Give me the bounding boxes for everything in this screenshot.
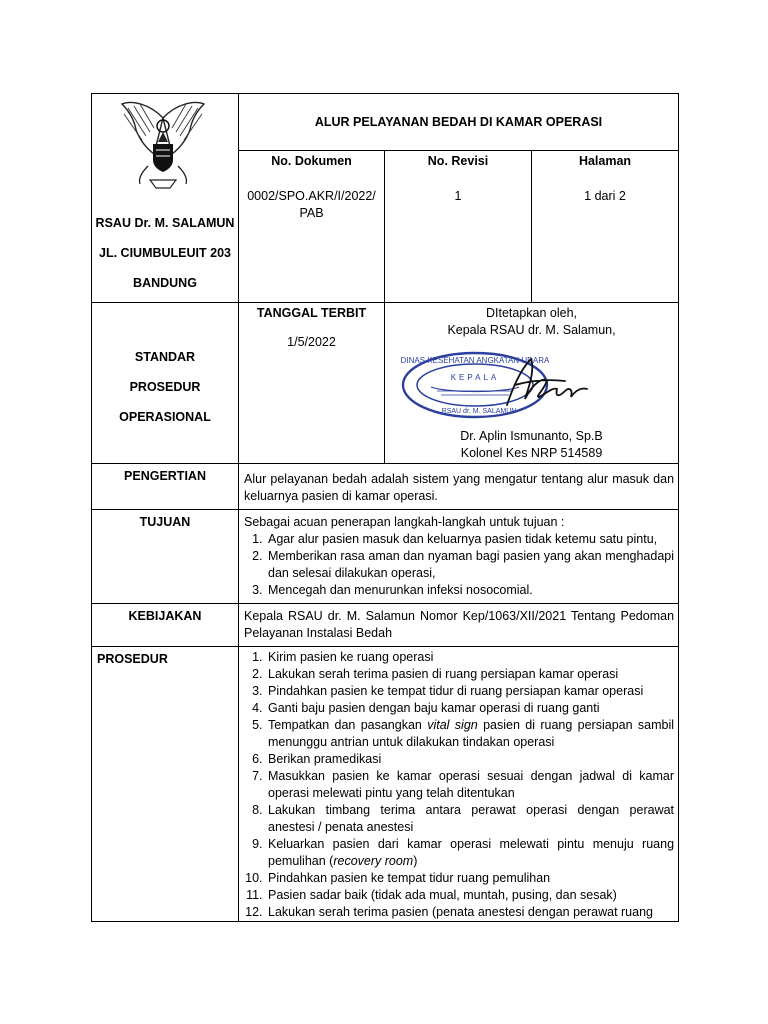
list-item: 12. Lakukan serah terima pasien (penata anestesi dengan perawat ruang: [266, 904, 674, 921]
list-item: 11. Pasien sadar baik (tidak ada mual, muntah, pusing, dan sesak): [266, 887, 674, 904]
official-stamp-signature-icon: [397, 347, 597, 425]
pengertian-label: PENGERTIAN: [92, 464, 239, 510]
tujuan-content: [239, 510, 679, 604]
sop-line-operasional: OPERASIONAL: [119, 410, 211, 424]
page-cell: [532, 151, 679, 303]
doc-number-label: No. Dokumen: [271, 154, 352, 168]
institution-cell: [92, 94, 239, 303]
prosedur-content: [239, 647, 679, 922]
sop-table: [91, 93, 679, 922]
pengertian-text: Alur pelayanan bedah adalah sistem yang mengatur tentang alur masuk dan keluarnya pasien di kamar operasi.: [239, 464, 679, 510]
sop-line-standar: STANDAR: [134, 350, 196, 364]
sop-line-prosedur: PROSEDUR: [129, 380, 201, 394]
list-item: 8. Lakukan timbang terima antara perawat operasi dengan perawat anestesi / penata anestesi: [266, 802, 674, 836]
institution-city: BANDUNG: [133, 276, 197, 290]
revision-cell: [385, 151, 532, 303]
item-text-rest: pasien di ruang persiapan sambil menunggu antrian untuk dilakukan tindakan operasi: [268, 718, 675, 749]
list-item: 7. Masukkan pasien ke kamar operasi sesuai dengan jadwal di kamar operasi melewati pintu yang telah ditentukan: [266, 768, 674, 802]
kebijakan-label: KEBIJAKAN: [92, 604, 239, 647]
signer-name: Dr. Aplin Ismunanto, Sp.B: [460, 429, 603, 443]
prosedur-label: PROSEDUR: [92, 647, 239, 922]
stamp-text-mid: KEPALA: [450, 373, 500, 382]
stamp-text-top: DINAS KESEHATAN ANGKATAN UDARA: [400, 356, 550, 365]
issue-date-value: 1/5/2022: [287, 335, 336, 349]
list-item: 4. Ganti baju pasien dengan baju kamar operasi di ruang ganti: [266, 700, 674, 717]
air-force-emblem-icon: [120, 96, 206, 192]
prosedur-list: [244, 649, 674, 921]
list-item: 3. Mencegah dan menurunkan infeksi nosocomial.: [266, 582, 674, 599]
sop-label-cell: [92, 303, 239, 464]
sop-document: [91, 93, 678, 922]
tujuan-label: TUJUAN: [92, 510, 239, 604]
document-title: ALUR PELAYANAN BEDAH DI KAMAR OPERASI: [239, 94, 679, 151]
revision-value: 1: [454, 189, 462, 203]
tujuan-list: [244, 531, 674, 599]
approval-cell: [385, 303, 679, 464]
page-label: Halaman: [578, 154, 632, 168]
signer-rank: Kolonel Kes NRP 514589: [460, 446, 603, 460]
item-italic: recovery room: [333, 854, 414, 868]
doc-number-value-line2: PAB: [299, 206, 324, 220]
stamp-text-bottom: RSAU dr. M. SALAMUN: [441, 408, 517, 415]
list-item: 1. Kirim pasien ke ruang operasi: [266, 649, 674, 666]
doc-number-cell: [239, 151, 385, 303]
list-item: 3. Pindahkan pasien ke tempat tidur di ruang persiapan kamar operasi: [266, 683, 674, 700]
doc-number-value-line1: 0002/SPO.AKR/I/2022/: [247, 189, 376, 203]
head-title: Kepala RSAU dr. M. Salamun,: [447, 323, 616, 337]
institution-name: RSAU Dr. M. SALAMUN: [95, 216, 235, 230]
item-italic: vital sign: [427, 718, 478, 732]
list-item: 10. Pindahkan pasien ke tempat tidur ruang pemulihan: [266, 870, 674, 887]
list-item: [266, 717, 674, 751]
tujuan-intro: Sebagai acuan penerapan langkah-langkah untuk tujuan :: [244, 515, 565, 529]
issue-date-cell: [239, 303, 385, 464]
kebijakan-text: Kepala RSAU dr. M. Salamun Nomor Kep/1063/XII/2021 Tentang Pedoman Pelayanan Instalasi Bedah: [239, 604, 679, 647]
list-item: 2. Lakukan serah terima pasien di ruang persiapan kamar operasi: [266, 666, 674, 683]
issue-date-label: TANGGAL TERBIT: [256, 306, 367, 320]
list-item: 6. Berikan pramedikasi: [266, 751, 674, 768]
established-by: DItetapkan oleh,: [485, 306, 578, 320]
list-item: 1. Agar alur pasien masuk dan keluarnya pasien tidak ketemu satu pintu,: [266, 531, 674, 548]
revision-label: No. Revisi: [427, 154, 489, 168]
item-text: Keluarkan pasien dari kamar operasi melewati pintu menuju ruang pemulihan (: [268, 837, 675, 868]
list-item: [266, 836, 674, 870]
page-value: 1 dari 2: [584, 189, 626, 203]
institution-address: JL. CIUMBULEUIT 203: [99, 246, 231, 260]
item-text-close: ): [413, 854, 418, 868]
item-text: Tempatkan dan pasangkan: [268, 718, 422, 732]
list-item: 2. Memberikan rasa aman dan nyaman bagi pasien yang akan menghadapi dan selesai dilakukan operasi,: [266, 548, 674, 582]
